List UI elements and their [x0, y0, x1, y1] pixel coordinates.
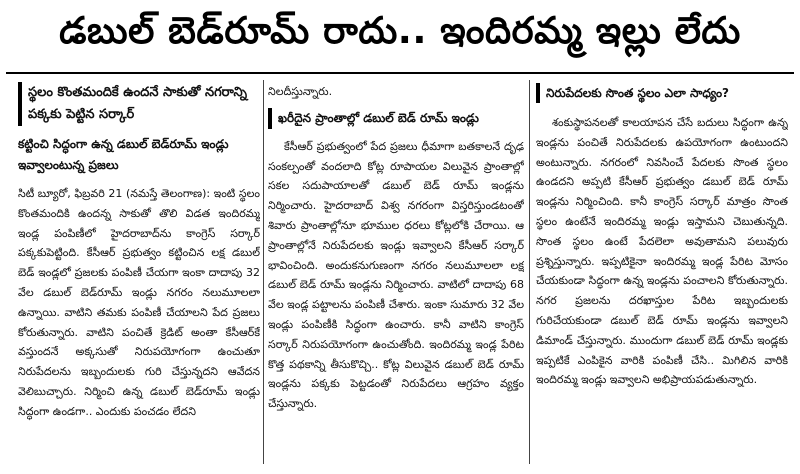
headline: డబుల్ బెడ్‌రూమ్ రాదు.. ఇందిరమ్మ ఇల్లు లేదు: [59, 9, 741, 52]
subheading-3: ఖరీదైన ప్రాంతాల్లో డబుల్ బెడ్ రూమ్ ఇండ్లు: [268, 108, 524, 129]
column-divider-2: [529, 80, 530, 464]
column-1: [18, 76, 260, 470]
article-continuation: నిలదీస్తున్నారు.: [268, 85, 333, 98]
column-divider-1: [263, 80, 264, 464]
subheading-question: నిరుపేదలకు సొంత స్థలం ఎలా సాధ్యం?: [536, 83, 788, 103]
subheading-1: స్థలం కొంతమందికే ఉందనే సాకుతో నగరాన్ని పక్కకు పెట్టిన సర్కార్: [18, 82, 260, 126]
subheading-2: కట్టించి సిద్ధంగా ఉన్న డబుల్ బెడ్‌రూమ్ ఇండ్లు ఇవ్వాలంటున్న ప్రజలు: [18, 137, 229, 172]
article-body-2: కేసీఆర్ ప్రభుత్వంలో పేద ప్రజలు ధీమాగా బతకాలనే దృఢ సంకల్పంతో వందలాది కోట్ల రూపాయల విలువైన ప్రాంతాల్లో సకల సదుపాయాలతో డబుల్ బెడ్ రూమ్ ఇండ్లను నిర్మించారు. హైదరాబాద్ విశ్వ నగరంగా విస్తరిస్తుండటంతో శివారు ప్రాంతాల్లోనూ భూముల ధరలు కోట్లలోకి చేరాయి. ఆ ప్రాంతాల్లోనే నిరుపేదలకు ఇండ్లు ఇవ్వాలని కేసీఆర్ సర్కార్ భావించింది. అందుకనుగుణంగా నగరం నలుమూలలా లక్ష డబుల్ బెడ్ రూమ్ ఇండ్లను నిర్మించారు. వాటిలో దాదాపు 68 వేల ఇండ్ల పట్టాలను పంపిణీ చేశారు. ఇంకా సుమారు 32 వేల ఇండ్లు పంపిణీకి సిద్ధంగా ఉంచారు. కానీ వాటిని కాంగ్రెస్ సర్కార్ నిరుపయోగంగా ఉంచుతోంది. ఇందిరమ్మ ఇండ్ల పేరిట కొత్త పథకాన్ని తీసుకొచ్చి.. కోట్ల విలువైన డబుల్ బెడ్ రూమ్ ఇండ్లను పక్కకు పెట్టడంతో నిరుపేదలు ఆగ్రహం వ్యక్తం చేస్తున్నారు.: [268, 139, 524, 411]
article-body-3: శంకుస్థాపనలతో కాలయాపన చేసే బదులు సిద్ధంగా ఉన్న ఇండ్లను పంచితే నిరుపేదలకు ఉపయోగంగా ఉంటుందని అంటున్నారు. నగరంలో నివసించే పేదలకు సొంత స్థలం ఉండదని అప్పటి కేసీఆర్ ప్రభుత్వం డబుల్ బెడ్ రూమ్ ఇండ్లను నిర్మించింది. కానీ కాంగ్రెస్ సర్కార్ మాత్రం సొంత స్థలం ఉంటేనే ఇందిరమ్మ ఇండ్లు ఇస్తామని చెబుతున్నది. సొంత స్థలం ఉంటే పేదలెలా అవుతామని పలువురు ప్రశ్నిస్తున్నారు. ఇప్పటికైనా ఇందిరమ్మ ఇండ్ల పేరిట మోసం చేయకుండా సిద్ధంగా ఉన్న ఇండ్లను పంచాలని కోరుతున్నారు. నగర ప్రజలను దరఖాస్తుల పేరిట ఇబ్బందులకు గురిచేయకుండా డబుల్ బెడ్ రూమ్ ఇండ్లను ఇవ్వాలని డిమాండ్ చేస్తున్నారు. ముందుగా డబుల్ బెడ్ రూమ్ ఇండ్లకు ఇప్పటికే ఎంపికైన వారికి పంపిణీ చేసి.. మిగిలిన వారికి ఇందిరమ్మ ఇండ్లు ఇవ్వాలని అభిప్రాయపడుతున్నారు.: [536, 116, 788, 387]
column-2: [268, 76, 524, 470]
column-3: [536, 76, 788, 470]
article-body-1: సిటీ బ్యూరో, ఫిబ్రవరి 21 (నమస్తే తెలంగాణ): ఇంటి స్థలం కొంతమందికి ఉందన్న సాకుతో తొలి విడత ఇందిరమ్మ ఇండ్ల పంపిణీలో హైదరాబాద్‌ను కాంగ్రెస్ సర్కార్ పక్కకుపెట్టింది. కేసీఆర్ ప్రభుత్వం కట్టించిన లక్ష డబుల్ బెడ్ ఇండ్లలో ప్రజలకు పంపిణీ చేయగా ఇంకా దాదాపు 32 వేల డబుల్ బెడ్‌రూమ్ ఇండ్లు నగరం నలుమూలలా ఉన్నాయి. వాటిని తమకు పంపిణీ చేయాలని పేద ప్రజలు కోరుతున్నారు. వాటిని పంచితే క్రెడిట్ అంతా కేసీఆర్‌కే వస్తుందనే అక్కసుతో నిరుపయోగంగా ఉంచుతూ నిరుపేదలను ఇబ్బందులకు గురి చేస్తున్నదని ఆవేదన వెలిబుచ్చారు. నిర్మించి ఉన్న డబుల్ బెడ్‌రూమ్ ఇండ్లు సిద్ధంగా ఉండగా.. ఎందుకు పంచడం లేదని: [18, 187, 260, 418]
headline-rule: [6, 72, 794, 74]
